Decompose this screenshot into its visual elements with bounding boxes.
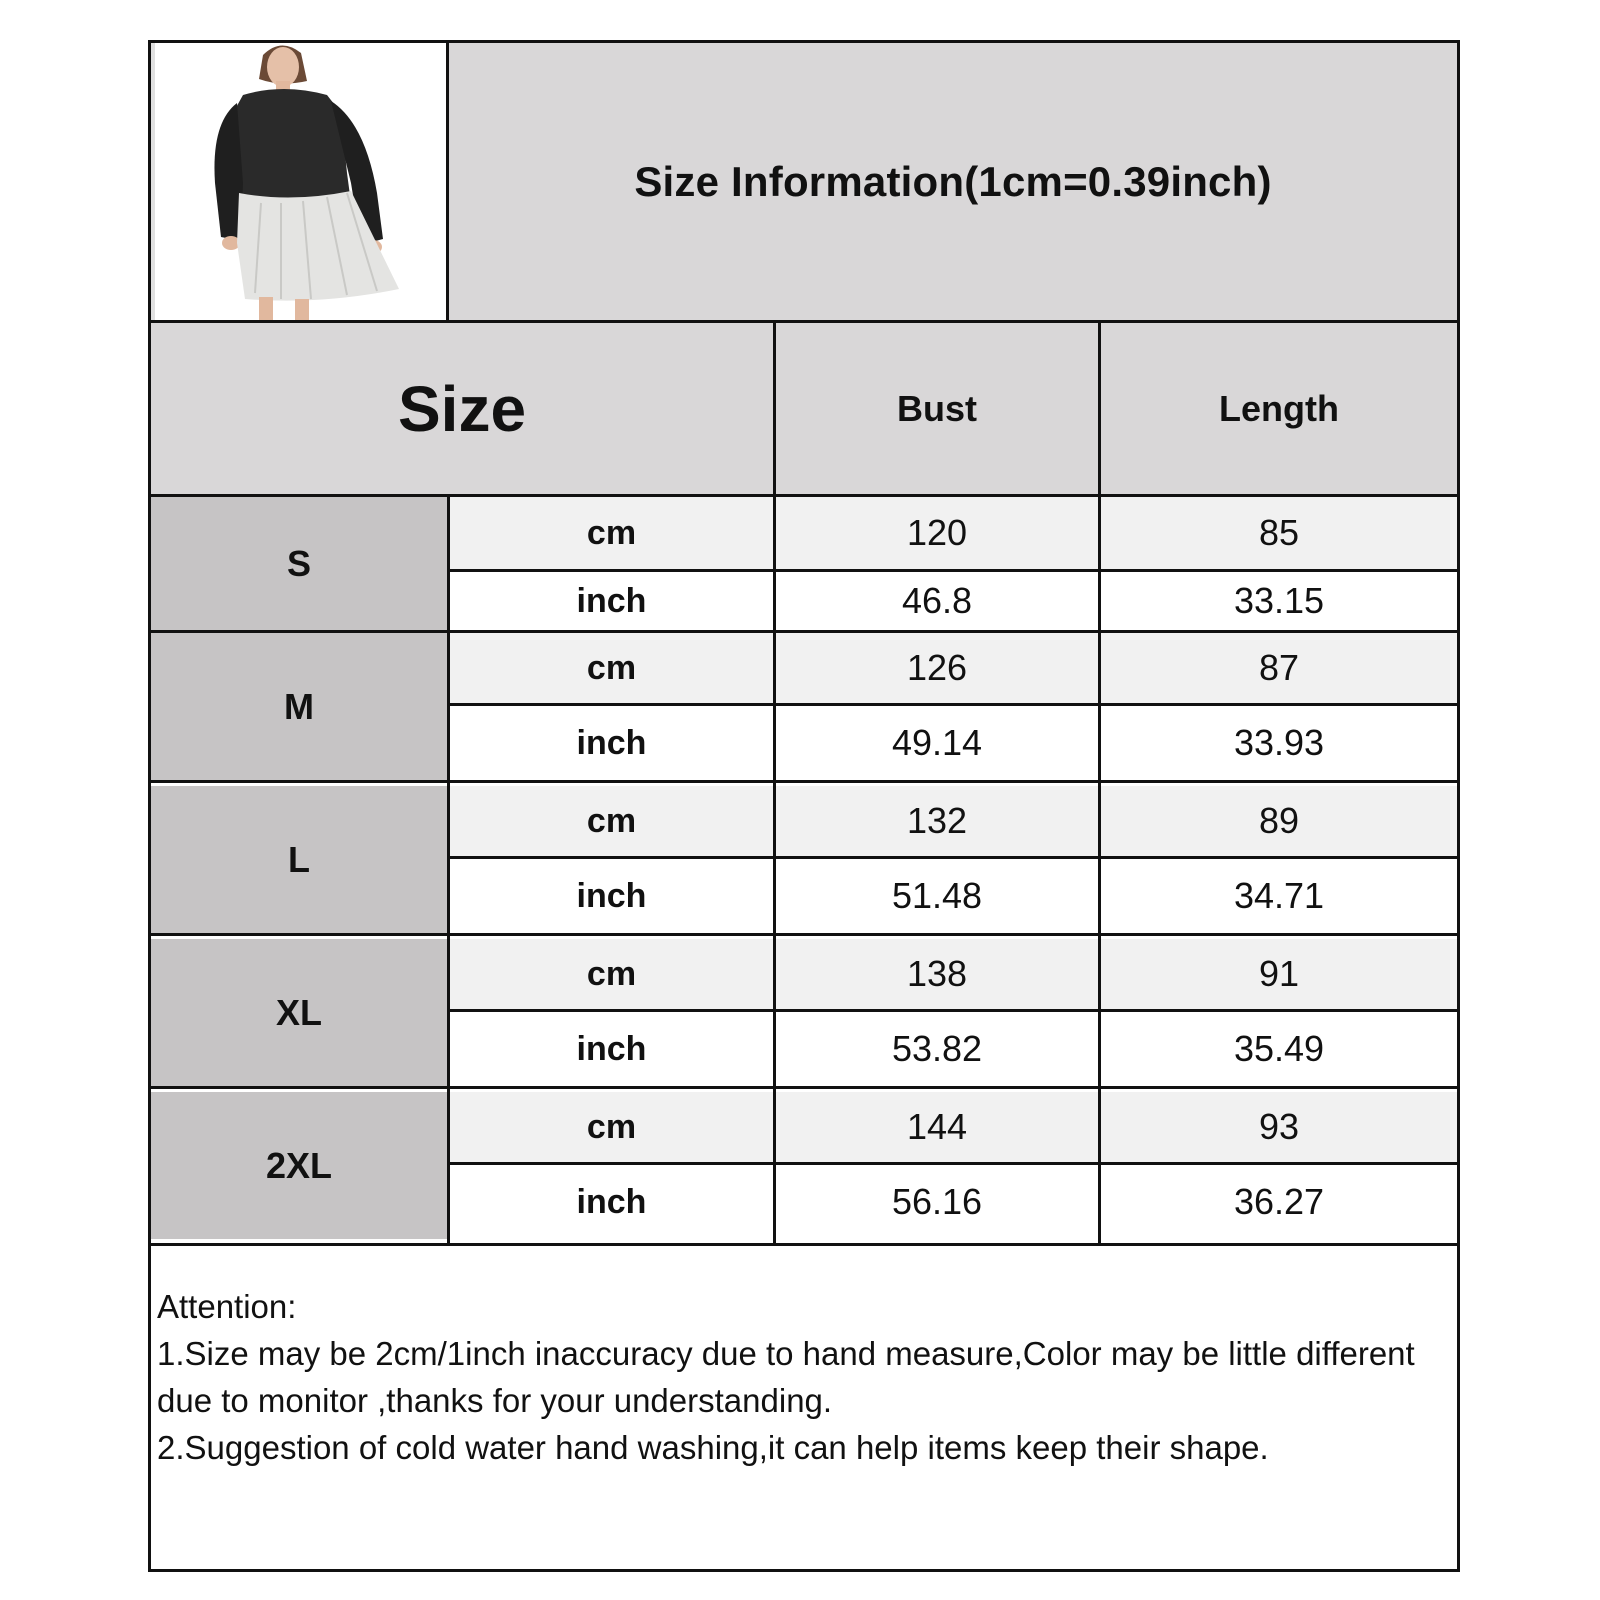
row-divider (447, 856, 1457, 859)
size-chart (148, 40, 1460, 1572)
bust-value: 49.14 (891, 722, 983, 763)
unit-label-cell (450, 1012, 773, 1086)
bust-value: 138 (906, 953, 968, 994)
bust-header-cell (776, 323, 1098, 494)
size-label-cell (151, 786, 447, 933)
size-group-divider (151, 1086, 1457, 1089)
unit-label: cm (586, 1107, 637, 1146)
size-label: XL (275, 991, 322, 1033)
length-value: 85 (1258, 512, 1300, 553)
unit-label-cell (450, 859, 773, 933)
length-value: 33.93 (1233, 722, 1325, 763)
size-label-cell (151, 939, 447, 1086)
size-header: Size (397, 372, 527, 445)
attention-line-2: 2.Suggestion of cold water hand washing,it can help items keep their shape. (157, 1429, 1269, 1466)
row-divider (447, 1162, 1457, 1165)
size-header-cell (151, 323, 773, 494)
length-value-cell (1101, 706, 1457, 780)
bust-value-cell (776, 706, 1098, 780)
size-label-cell (151, 497, 447, 630)
size-label: L (288, 838, 310, 880)
bust-value-cell (776, 633, 1098, 703)
unit-label: inch (576, 1029, 647, 1068)
size-info-title-cell (449, 43, 1457, 320)
length-value: 34.71 (1233, 875, 1325, 916)
length-value: 33.15 (1233, 580, 1325, 621)
unit-label-cell (450, 786, 773, 856)
bust-value: 144 (906, 1106, 968, 1147)
unit-label: cm (586, 513, 637, 552)
bust-value-cell (776, 786, 1098, 856)
page-title: Size Information(1cm=0.39inch) (634, 157, 1272, 205)
unit-label-cell (450, 939, 773, 1009)
bust-value: 46.8 (901, 580, 973, 621)
unit-label-cell (450, 497, 773, 569)
bust-value: 120 (906, 512, 968, 553)
bust-value-cell (776, 497, 1098, 569)
length-value: 89 (1258, 800, 1300, 841)
length-value-cell (1101, 1012, 1457, 1086)
unit-label-cell (450, 572, 773, 630)
bust-value: 51.48 (891, 875, 983, 916)
length-value: 93 (1258, 1106, 1300, 1147)
size-label-cell (151, 633, 447, 780)
bust-value: 53.82 (891, 1028, 983, 1069)
row-divider (447, 1009, 1457, 1012)
length-value: 91 (1258, 953, 1300, 994)
unit-label: cm (586, 801, 637, 840)
attention-heading: Attention: (157, 1288, 297, 1325)
row-divider (447, 569, 1457, 572)
length-value-cell (1101, 1092, 1457, 1162)
size-label: 2XL (265, 1144, 333, 1186)
unit-label: inch (576, 876, 647, 915)
size-group-divider (151, 933, 1457, 936)
unit-label: inch (576, 1182, 647, 1221)
size-label: S (286, 542, 311, 584)
length-value-cell (1101, 859, 1457, 933)
bust-value-cell (776, 1012, 1098, 1086)
length-value-cell (1101, 786, 1457, 856)
length-value: 36.27 (1233, 1181, 1325, 1222)
attention-line-1: 1.Size may be 2cm/1inch inaccuracy due to hand measure,Color may be little different due to monitor ,thanks for your understanding. (157, 1335, 1415, 1419)
unit-label-cell (450, 1165, 773, 1239)
length-value: 35.49 (1233, 1028, 1325, 1069)
length-value-cell (1101, 1165, 1457, 1239)
bust-value-cell (776, 1165, 1098, 1239)
unit-label-cell (450, 633, 773, 703)
bust-value-cell (776, 572, 1098, 630)
size-group-divider (151, 780, 1457, 783)
length-value-cell (1101, 633, 1457, 703)
attention-notes (157, 1283, 1447, 1471)
dress-photo-icon (151, 43, 448, 320)
row-divider (447, 703, 1457, 706)
product-photo (151, 43, 448, 320)
bust-value-cell (776, 1092, 1098, 1162)
length-header: Length (1219, 387, 1339, 429)
size-label-cell (151, 1092, 447, 1239)
bust-value: 132 (906, 800, 968, 841)
unit-label: inch (576, 581, 647, 620)
length-value-cell (1101, 497, 1457, 569)
bust-value: 126 (906, 647, 968, 688)
length-value-cell (1101, 939, 1457, 1009)
size-label: M (284, 685, 314, 727)
bust-header: Bust (897, 387, 977, 429)
length-value: 87 (1258, 647, 1300, 688)
unit-label-cell (450, 1092, 773, 1162)
unit-label: inch (576, 723, 647, 762)
bust-value-cell (776, 859, 1098, 933)
bust-value: 56.16 (891, 1181, 983, 1222)
length-value-cell (1101, 572, 1457, 630)
unit-label: cm (586, 648, 637, 687)
unit-label: cm (586, 954, 637, 993)
unit-label-cell (450, 706, 773, 780)
bust-value-cell (776, 939, 1098, 1009)
length-header-cell (1101, 323, 1457, 494)
